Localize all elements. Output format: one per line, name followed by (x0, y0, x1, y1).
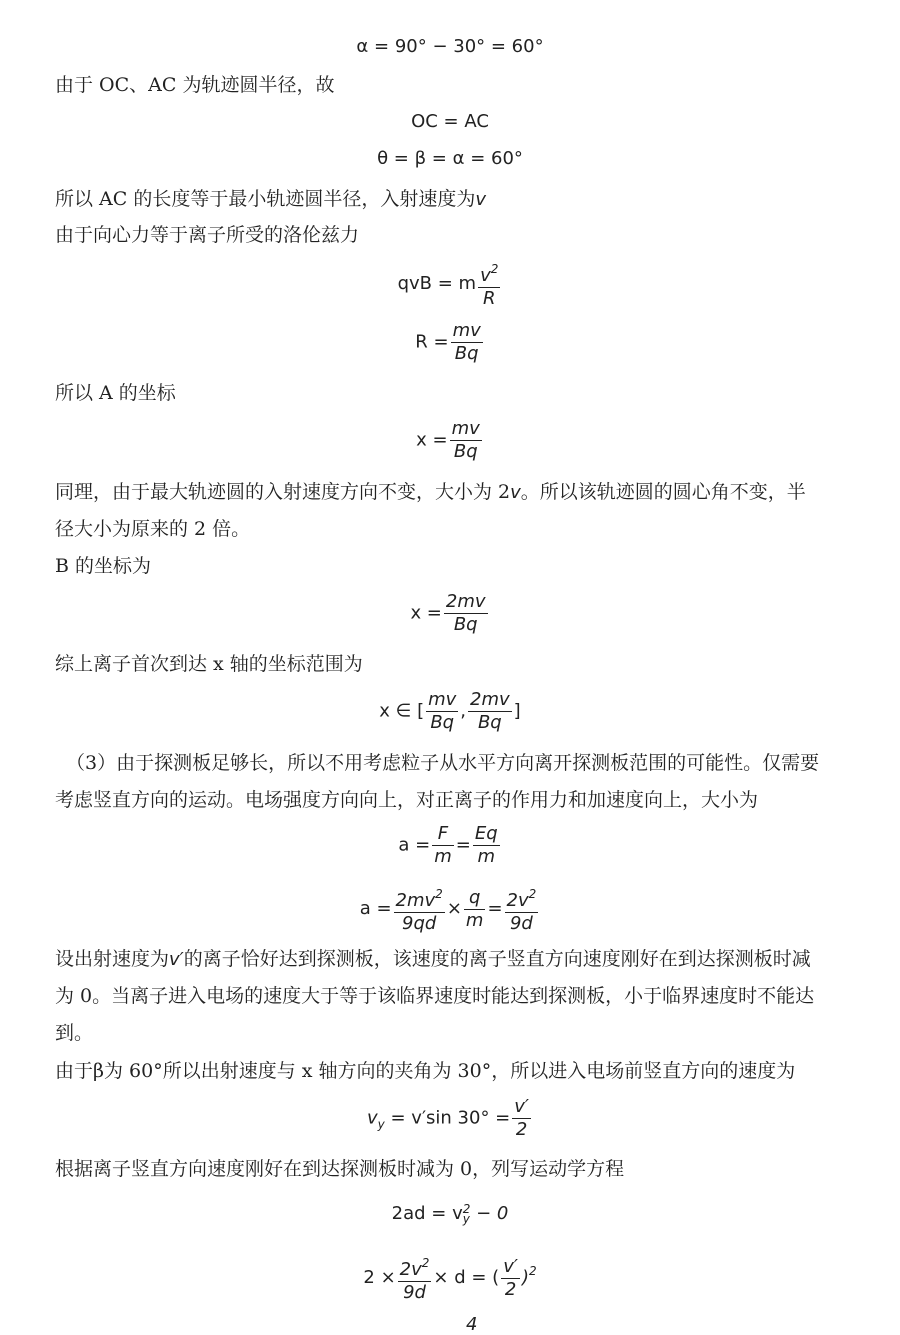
equation-alpha: α = 90° − 30° = 60° (356, 36, 544, 57)
fraction: $\frac{v^2}{R}$ (478, 258, 500, 310)
fraction: $\frac{v'}{2}$ (514, 1096, 529, 1140)
equation-acceleration-2: a = $\frac{2mv^2}{9qd}$ × $\frac{q}{m}$ = $\frac{2v^2}{9d}$ (0, 883, 900, 935)
paragraph-critical-speed: 设出射速度为v′的离子恰好达到探测板，该速度的离子竖直方向速度刚好在到达探测板时减 (55, 948, 811, 970)
fraction: $\frac{v'}{2}$ (503, 1255, 518, 1300)
fraction: $\frac{F}{m}$ (434, 823, 452, 867)
paragraph-max-radius: 同理，由于最大轨迹圆的入射速度方向不变，大小为 2v。所以该轨迹圆的圆心角不变，半 (55, 481, 806, 503)
paragraph-vertical-motion: 考虑竖直方向的运动。电场强度方向向上，对正离子的作用力和加速度向上，大小为 (55, 789, 759, 811)
paragraph-a-coordinate: 所以 A 的坐标 (55, 382, 176, 404)
paragraph-threshold: 为 0。当离子进入电场的速度大于等于该临界速度时能达到探测板，小于临界速度时不能达 (55, 985, 815, 1007)
fraction: $\frac{2mv^2}{9qd}$ (394, 883, 445, 935)
paragraph-part3: （3）由于探测板足够长，所以不用考虑粒子从水平方向离开探测板范围的可能性。仅需要 (66, 752, 820, 774)
equation-theta-beta: θ = β = α = 60° (377, 148, 523, 169)
paragraph-min-radius: 所以 AC 的长度等于最小轨迹圆半径，入射速度为v (55, 188, 486, 210)
fraction: $\frac{mv}{Bq}$ (428, 689, 457, 733)
paragraph-threshold-end: 到。 (55, 1022, 94, 1044)
equation-range: x ∈ [ $\frac{mv}{Bq}$ , $\frac{2mv}{Bq}$ ] (379, 689, 521, 733)
fraction: $\frac{2v^2}{9d}$ (398, 1252, 432, 1304)
fraction: $\frac{2mv}{Bq}$ (470, 689, 510, 733)
equation-xb: x = $\frac{2mv}{Bq}$ (410, 591, 486, 635)
equation-xa: x = $\frac{mv}{Bq}$ (416, 418, 480, 462)
equation-kinematics: 2ad = v 2 y − 0 (391, 1202, 509, 1226)
equation-qvb: qvB = m $\frac{v^2}{R}$ (0, 258, 900, 310)
paragraph-radius-note: 由于 OC、AC 为轨迹圆半径，故 (55, 74, 335, 96)
fraction: $\frac{mv}{Bq}$ (451, 418, 480, 462)
paragraph-angle: 由于β为 60°所以出射速度与 x 轴方向的夹角为 30°，所以进入电场前竖直方向的速度为 (55, 1060, 796, 1082)
fraction: $\frac{mv}{Bq}$ (452, 320, 481, 364)
paragraph-double-radius: 径大小为原来的 2 倍。 (55, 518, 251, 540)
paragraph-lorentz: 由于向心力等于离子所受的洛伦兹力 (55, 224, 360, 246)
equation-vy: $v_y = v'\sin$ 30° = $\frac{v'}{2}$ (367, 1096, 529, 1140)
equation-oc-ac: OC = AC (411, 111, 489, 132)
paragraph-range-intro: 综上离子首次到达 x 轴的坐标范围为 (55, 653, 363, 675)
equation-acceleration-1: a = $\frac{F}{m}$ = $\frac{Eq}{m}$ (398, 823, 498, 867)
fraction: $\frac{q}{m}$ (465, 886, 484, 931)
equation-radius: R = $\frac{mv}{Bq}$ (415, 320, 481, 364)
equation-kinematics-2: 2 × $\frac{2v^2}{9d}$ × d = ( $\frac{v'}{2}$ )$^2$ (0, 1252, 900, 1304)
paragraph-b-coordinate: B 的坐标为 (55, 555, 152, 577)
paragraph-kinematics: 根据离子竖直方向速度刚好在到达探测板时减为 0，列写运动学方程 (55, 1158, 625, 1180)
fraction: $\frac{Eq}{m}$ (474, 823, 498, 867)
fraction: $\frac{2v^2}{9d}$ (505, 883, 539, 935)
cut-off-numerator: 4 (466, 1314, 478, 1335)
fraction: $\frac{2mv}{Bq}$ (445, 591, 486, 635)
